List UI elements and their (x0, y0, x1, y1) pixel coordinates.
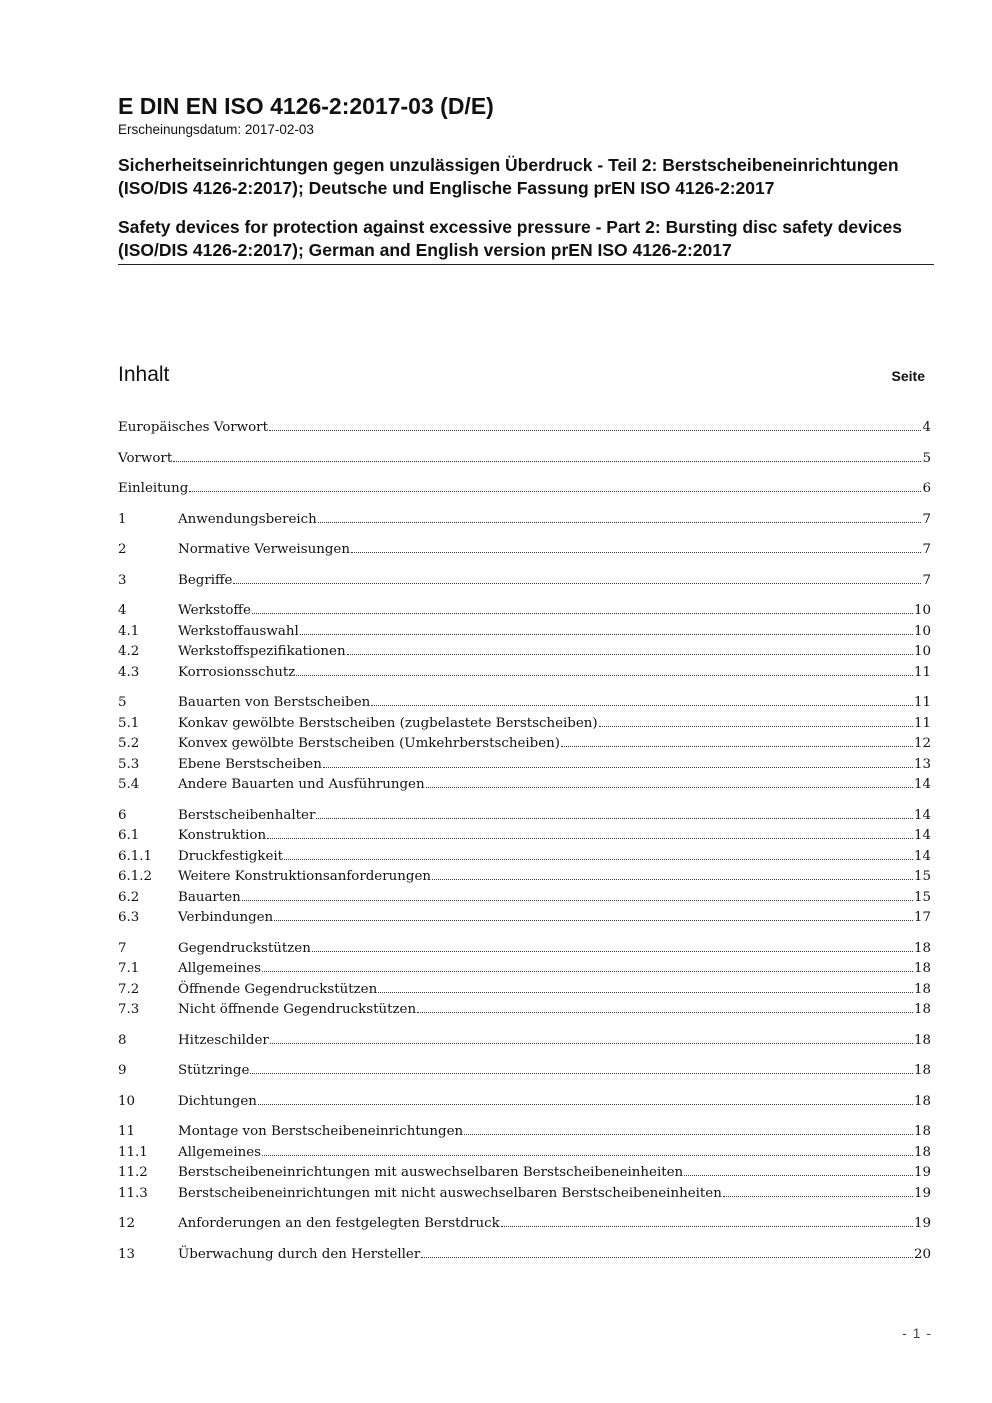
toc-entry-page: 19 (913, 1165, 931, 1180)
toc-entry-title: Verbindungen (178, 910, 274, 925)
toc-leader-dots (351, 551, 922, 553)
toc-entry-title: Allgemeines (178, 1144, 262, 1160)
toc-entry-number: 7.2 (118, 981, 140, 997)
toc-entry[interactable] (118, 601, 931, 622)
toc-entry-title: Vorwort (118, 450, 173, 466)
toc-entry-title: Gegendruckstützen (178, 940, 311, 956)
toc-entry-title: Berstscheibenhalter (178, 807, 316, 823)
toc-entry[interactable] (118, 479, 931, 500)
toc-leader-dots (426, 786, 913, 788)
toc-entry-page: 18 (913, 1144, 931, 1160)
toc-entry-title: Öffnende Gegendruckstützen (178, 981, 378, 997)
toc-entry-page: 18 (913, 981, 931, 997)
toc-leader-dots (323, 766, 913, 768)
toc-entry[interactable] (118, 847, 931, 868)
toc-entry-page: 6 (922, 481, 931, 496)
toc-entry-title: Allgemeines (178, 961, 262, 976)
toc-entry-page: 18 (913, 1063, 931, 1078)
publication-date: Erscheinungsdatum: 2017-02-03 (118, 122, 314, 137)
toc-entry-page: 18 (913, 1032, 931, 1048)
toc-entry-page: 7 (922, 511, 931, 527)
toc-leader-dots (561, 745, 913, 747)
toc-leader-dots (296, 674, 913, 676)
toc-entry[interactable] (118, 418, 931, 439)
toc-entry[interactable] (118, 1122, 931, 1143)
toc-entry-title: Montage von Berstscheibeneinrichtungen (178, 1124, 464, 1139)
toc-leader-dots (432, 878, 913, 880)
toc-entry-title: Berstscheibeneinrichtungen mit auswechselbaren Berstscheibeneinheiten (178, 1165, 684, 1180)
toc-entry-page: 10 (913, 603, 931, 618)
toc-leader-dots (347, 653, 913, 655)
toc-entry-number: 11.2 (118, 1165, 148, 1180)
toc-entry-number: 5 (118, 695, 127, 710)
toc-leader-dots (316, 817, 913, 819)
toc-entry-title: Werkstoffe (178, 603, 251, 618)
toc-entry-number: 7 (118, 940, 127, 956)
toc-entry-number: 1 (118, 511, 127, 527)
toc-leader-dots (284, 858, 913, 860)
toc-entry-page: 19 (913, 1185, 931, 1201)
toc-entry-number: 5.1 (118, 715, 140, 731)
toc-entry-title: Überwachung durch den Hersteller (178, 1246, 421, 1262)
toc-entry-number: 6.1.2 (118, 869, 153, 884)
toc-entry-page: 5 (922, 450, 931, 466)
toc-entry[interactable] (118, 1214, 931, 1235)
toc-leader-dots (371, 704, 913, 706)
toc-entry-number: 13 (118, 1246, 136, 1262)
toc-leader-dots (274, 919, 913, 921)
toc-entry-page: 20 (913, 1246, 931, 1262)
toc-entry-title: Begriffe (178, 572, 233, 588)
toc-leader-dots (189, 490, 921, 492)
toc-entry[interactable] (118, 1143, 931, 1164)
toc-leader-dots (269, 429, 922, 431)
toc-entry-page: 4 (922, 420, 931, 435)
toc-entry[interactable] (118, 510, 931, 531)
toc-entry-page: 18 (913, 940, 931, 956)
toc-entry[interactable] (118, 1163, 931, 1184)
toc-entry-title: Konvex gewölbte Berstscheiben (Umkehrberstscheiben) (178, 736, 561, 751)
toc-entry[interactable] (118, 734, 931, 755)
german-title: Sicherheitseinrichtungen gegen unzulässigen Überdruck - Teil 2: Berstscheibeneinrichtungen (ISO/DIS 4126-2:2017); Deutsche und Englische Fassung prEN ISO 4126-2:2017 (118, 155, 899, 198)
toc-entry-number: 7.3 (118, 1002, 140, 1017)
toc-entry-title: Einleitung (118, 481, 189, 496)
toc-entry-number: 11 (118, 1124, 136, 1139)
toc-entry-page: 10 (913, 623, 931, 639)
toc-entry[interactable] (118, 1184, 931, 1205)
toc-entry[interactable] (118, 663, 931, 684)
toc-entry[interactable] (118, 959, 931, 980)
toc-entry-page: 11 (913, 715, 931, 731)
toc-leader-dots (270, 1042, 913, 1044)
toc-leader-dots (233, 582, 921, 584)
toc-entry-title: Anwendungsbereich (178, 511, 317, 527)
toc-entry-title: Ebene Berstscheiben (178, 756, 322, 772)
toc-entry-page: 11 (913, 664, 931, 680)
toc-entry-number: 6.1.1 (118, 848, 153, 864)
toc-entry[interactable] (118, 449, 931, 470)
toc-leader-dots (421, 1256, 913, 1258)
toc-entry-number: 4.3 (118, 664, 140, 680)
toc-leader-dots (723, 1195, 913, 1197)
toc-entry[interactable] (118, 642, 931, 663)
table-of-contents (118, 418, 931, 1265)
document-header (118, 92, 934, 265)
toc-entry[interactable] (118, 1245, 931, 1266)
toc-entry[interactable] (118, 571, 931, 592)
toc-entry-title: Europäisches Vorwort (118, 420, 268, 435)
toc-leader-dots (262, 1154, 913, 1156)
toc-entry[interactable] (118, 806, 931, 827)
toc-entry-page: 18 (913, 1124, 931, 1139)
toc-entry-title: Hitzeschilder (178, 1032, 269, 1048)
toc-entry-page: 19 (913, 1216, 931, 1231)
toc-entry-number: 8 (118, 1032, 127, 1048)
toc-entry-number: 11.1 (118, 1144, 148, 1160)
toc-leader-dots (417, 1011, 913, 1013)
toc-entry[interactable] (118, 980, 931, 1001)
toc-leader-dots (501, 1225, 913, 1227)
toc-entry-page: 12 (913, 736, 931, 751)
toc-entry[interactable] (118, 693, 931, 714)
toc-entry-page: 14 (913, 807, 931, 823)
toc-entry-title: Berstscheibeneinrichtungen mit nicht auswechselbaren Berstscheibeneinheiten (178, 1185, 722, 1201)
toc-entry-number: 6.3 (118, 910, 140, 925)
toc-entry-page: 15 (913, 869, 931, 884)
toc-leader-dots (464, 1133, 913, 1135)
header-divider (118, 264, 934, 265)
toc-entry-page: 7 (922, 542, 931, 557)
toc-entry-page: 18 (913, 961, 931, 976)
toc-entry-title: Weitere Konstruktionsanforderungen (178, 869, 432, 884)
toc-heading: Inhalt (118, 363, 170, 386)
toc-entry[interactable] (118, 1061, 931, 1082)
toc-entry[interactable] (118, 714, 931, 735)
toc-entry-page: 7 (922, 572, 931, 588)
toc-entry-title: Stützringe (178, 1063, 250, 1078)
toc-leader-dots (173, 460, 921, 462)
toc-entry-title: Korrosionsschutz (178, 664, 296, 680)
toc-entry[interactable] (118, 622, 931, 643)
toc-entry-page: 14 (913, 828, 931, 843)
toc-entry-number: 5.2 (118, 736, 140, 751)
toc-entry-title: Werkstoffauswahl (178, 623, 299, 639)
toc-entry-number: 6 (118, 807, 127, 823)
toc-entry-number: 11.3 (118, 1185, 148, 1201)
toc-entry[interactable] (118, 775, 931, 796)
english-title: Safety devices for protection against excessive pressure - Part 2: Bursting disc safety devices (ISO/DIS 4126-2:2017); German and English version prEN ISO 4126-2:2017 (118, 217, 902, 260)
toc-entry-number: 4.1 (118, 623, 140, 639)
toc-entry-page: 14 (913, 848, 931, 864)
toc-entry-page: 10 (913, 644, 931, 659)
toc-entry-title: Dichtungen (178, 1093, 257, 1109)
toc-leader-dots (262, 970, 913, 972)
toc-leader-dots (242, 899, 913, 901)
toc-entry-page: 13 (913, 756, 931, 772)
toc-entry-title: Nicht öffnende Gegendruckstützen (178, 1002, 417, 1017)
toc-entry[interactable] (118, 1092, 931, 1113)
toc-entry-page: 18 (913, 1002, 931, 1017)
toc-entry[interactable] (118, 908, 931, 929)
toc-entry-number: 3 (118, 572, 127, 588)
toc-entry-title: Normative Verweisungen (178, 542, 350, 557)
toc-entry[interactable] (118, 540, 931, 561)
toc-entry-page: 18 (913, 1093, 931, 1109)
toc-entry-number: 7.1 (118, 961, 140, 976)
document-title: E DIN EN ISO 4126-2:2017-03 (D/E) (118, 93, 494, 119)
toc-entry-title: Konstruktion (178, 828, 267, 843)
toc-entry-number: 10 (118, 1093, 136, 1109)
toc-entry-page: 17 (913, 910, 931, 925)
toc-entry[interactable] (118, 755, 931, 776)
page-number: - 1 - (902, 1325, 932, 1341)
toc-entry[interactable] (118, 888, 931, 909)
toc-leader-dots (684, 1174, 913, 1176)
toc-entry-number: 12 (118, 1216, 136, 1231)
toc-entry-number: 9 (118, 1063, 127, 1078)
toc-leader-dots (258, 1103, 913, 1105)
toc-entry-page: 15 (913, 889, 931, 905)
toc-leader-dots (250, 1072, 913, 1074)
toc-entry-title: Werkstoffspezifikationen (178, 644, 346, 659)
toc-leader-dots (599, 725, 913, 727)
toc-entry[interactable] (118, 867, 931, 888)
page-column-label: Seite (891, 368, 925, 384)
toc-entry[interactable] (118, 1000, 931, 1021)
toc-entry[interactable] (118, 939, 931, 960)
toc-entry-title: Bauarten von Berstscheiben (178, 695, 371, 710)
toc-entry-number: 6.1 (118, 828, 140, 843)
toc-entry-title: Konkav gewölbte Berstscheiben (zugbelastete Berstscheiben) (178, 715, 598, 731)
toc-entry-title: Anforderungen an den festgelegten Berstdruck (178, 1216, 500, 1231)
toc-entry[interactable] (118, 826, 931, 847)
toc-entry-title: Andere Bauarten und Ausführungen (178, 777, 425, 792)
toc-entry-number: 2 (118, 542, 127, 557)
toc-leader-dots (312, 950, 913, 952)
toc-leader-dots (300, 633, 913, 635)
toc-entry-number: 5.4 (118, 777, 140, 792)
toc-leader-dots (318, 521, 922, 523)
toc-leader-dots (378, 991, 913, 993)
toc-entry-number: 4 (118, 603, 127, 618)
toc-entry-title: Bauarten (178, 889, 241, 905)
toc-leader-dots (267, 837, 913, 839)
toc-entry-page: 11 (913, 695, 931, 710)
toc-entry[interactable] (118, 1031, 931, 1052)
toc-entry-number: 4.2 (118, 644, 140, 659)
toc-entry-number: 6.2 (118, 889, 140, 905)
toc-entry-title: Druckfestigkeit (178, 848, 284, 864)
toc-entry-page: 14 (913, 777, 931, 792)
toc-leader-dots (252, 612, 913, 614)
toc-entry-number: 5.3 (118, 756, 140, 772)
